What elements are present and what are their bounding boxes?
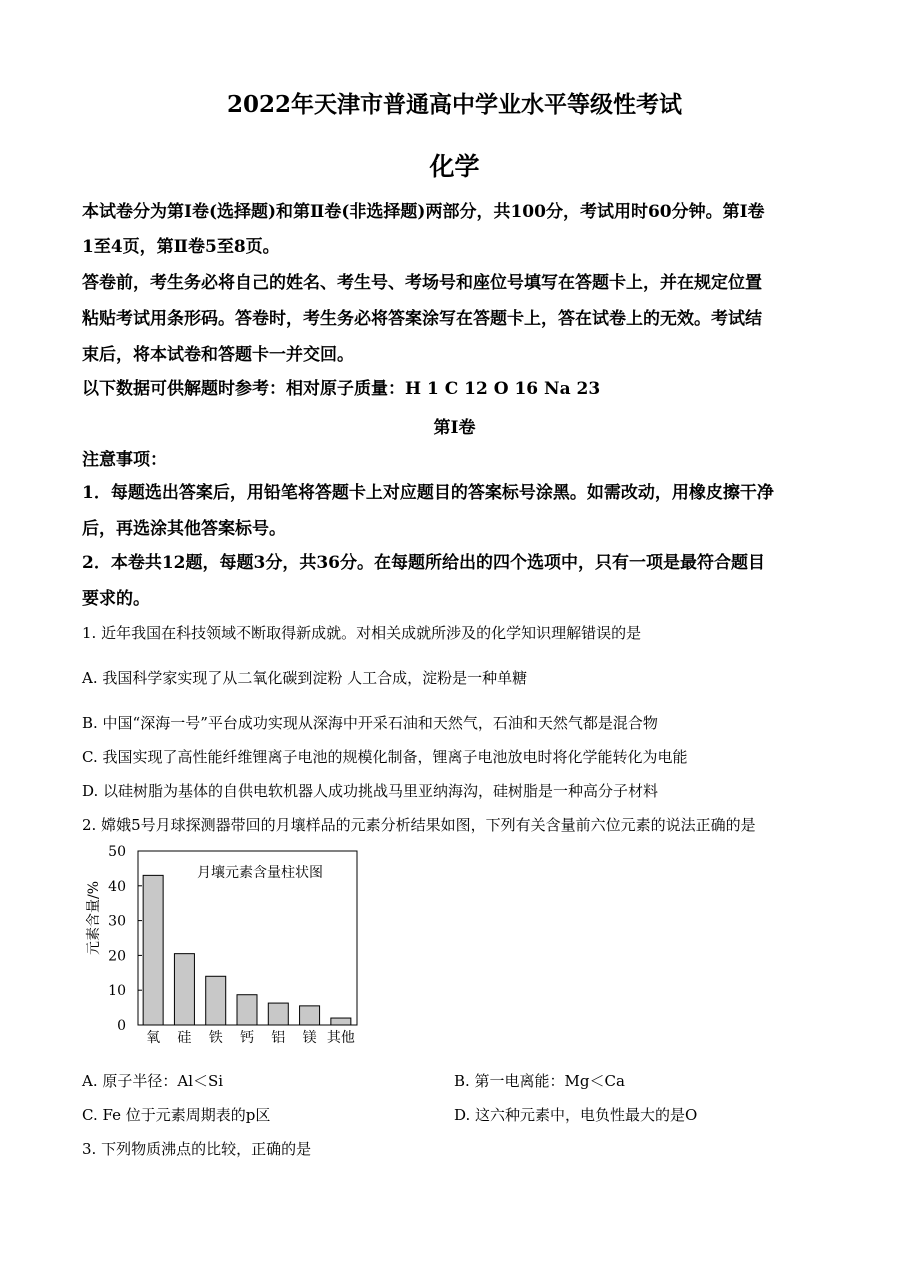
intro-line-3: 答卷前，考生务必将自己的姓名、考生号、考场号和座位号填写在答题卡上，并在规定位置 bbox=[82, 273, 762, 293]
y-tick-label: 0 bbox=[117, 1018, 126, 1034]
bar-0 bbox=[143, 875, 163, 1025]
note-2-line-1: 2．本卷共12题，每题3分，共36分。在每题所给出的四个选项中，只有一项是最符合题目 bbox=[82, 553, 765, 573]
q2-stem: 2. 嫦娥5号月球探测器带回的月壤样品的元素分析结果如图，下列有关含量前六位元素的说法正确的是 bbox=[82, 816, 756, 834]
exam-title: 2022年天津市普通高中学业水平等级性考试 bbox=[226, 91, 682, 118]
bar-chart bbox=[80, 840, 380, 1050]
q3-stem: 3. 下列物质沸点的比较，正确的是 bbox=[82, 1140, 312, 1158]
intro-line-2: 1至4页，第Ⅱ卷5至8页。 bbox=[82, 237, 280, 257]
bar-4 bbox=[268, 1003, 288, 1025]
intro-line-1: 本试卷分为第Ⅰ卷(选择题)和第Ⅱ卷(非选择题)两部分，共100分，考试用时60分钟。第Ⅰ卷 bbox=[82, 202, 765, 222]
q2-option-b: B. 第一电离能：Mg＜Ca bbox=[454, 1072, 625, 1090]
x-tick-label: 铝 bbox=[271, 1030, 286, 1046]
q2-option-c: C. Fe 位于元素周期表的p区 bbox=[82, 1106, 271, 1124]
q1-option-c: C. 我国实现了高性能纤维锂离子电池的规模化制备，锂离子电池放电时将化学能转化为电能 bbox=[82, 748, 688, 766]
x-tick-label: 钙 bbox=[240, 1030, 254, 1046]
section-title: 第Ⅰ卷 bbox=[433, 418, 476, 438]
bar-chart-svg bbox=[80, 840, 380, 1050]
q1-option-a: A. 我国科学家实现了从二氧化碳到淀粉 人工合成，淀粉是一种单糖 bbox=[82, 669, 528, 687]
x-tick-label: 氧 bbox=[146, 1030, 161, 1046]
x-tick-label: 其他 bbox=[326, 1030, 355, 1046]
note-1-line-1: 1．每题选出答案后，用铅笔将答题卡上对应题目的答案标号涂黑。如需改动，用橡皮擦干净 bbox=[82, 483, 774, 503]
chart-title: 月壤元素含量柱状图 bbox=[197, 865, 323, 881]
x-tick-label: 铁 bbox=[208, 1030, 223, 1046]
bar-2 bbox=[206, 976, 226, 1025]
q2-option-a: A. 原子半径：Al＜Si bbox=[82, 1072, 224, 1090]
subject-title: 化学 bbox=[429, 152, 480, 181]
y-tick-label: 10 bbox=[108, 983, 126, 1000]
q1-option-b: B. 中国“深海一号”平台成功实现从深海中开采石油和天然气，石油和天然气都是混合物 bbox=[82, 714, 658, 732]
intro-line-4: 粘贴考试用条形码。答卷时，考生务必将答案涂写在答题卡上，答在试卷上的无效。考试结 bbox=[82, 309, 762, 329]
q1-option-d: D. 以硅树脂为基体的自供电软机器人成功挑战马里亚纳海沟，硅树脂是一种高分子材料 bbox=[82, 782, 659, 800]
bar-6 bbox=[331, 1018, 351, 1025]
intro-line-5: 束后，将本试卷和答题卡一并交回。 bbox=[82, 345, 354, 365]
y-tick-label: 30 bbox=[108, 913, 126, 930]
bar-1 bbox=[174, 954, 194, 1025]
x-tick-label: 镁 bbox=[302, 1030, 317, 1046]
y-tick-label: 20 bbox=[108, 948, 126, 965]
bar-5 bbox=[300, 1006, 320, 1025]
y-tick-label: 40 bbox=[108, 878, 126, 895]
notes-label: 注意事项： bbox=[82, 450, 167, 470]
q1-stem: 1. 近年我国在科技领域不断取得新成就。对相关成就所涉及的化学知识理解错误的是 bbox=[82, 624, 642, 642]
reference-data: 以下数据可供解题时参考：相对原子质量：H 1 C 12 O 16 Na 23 bbox=[82, 379, 601, 399]
note-1-line-2: 后，再选涂其他答案标号。 bbox=[82, 519, 286, 539]
y-axis-label: 元素含量/% bbox=[86, 880, 102, 956]
x-tick-label: 硅 bbox=[177, 1030, 192, 1046]
bar-3 bbox=[237, 995, 257, 1025]
y-tick-label: 50 bbox=[108, 844, 126, 860]
note-2-line-2: 要求的。 bbox=[82, 589, 150, 609]
q2-option-d: D. 这六种元素中，电负性最大的是O bbox=[454, 1106, 698, 1124]
